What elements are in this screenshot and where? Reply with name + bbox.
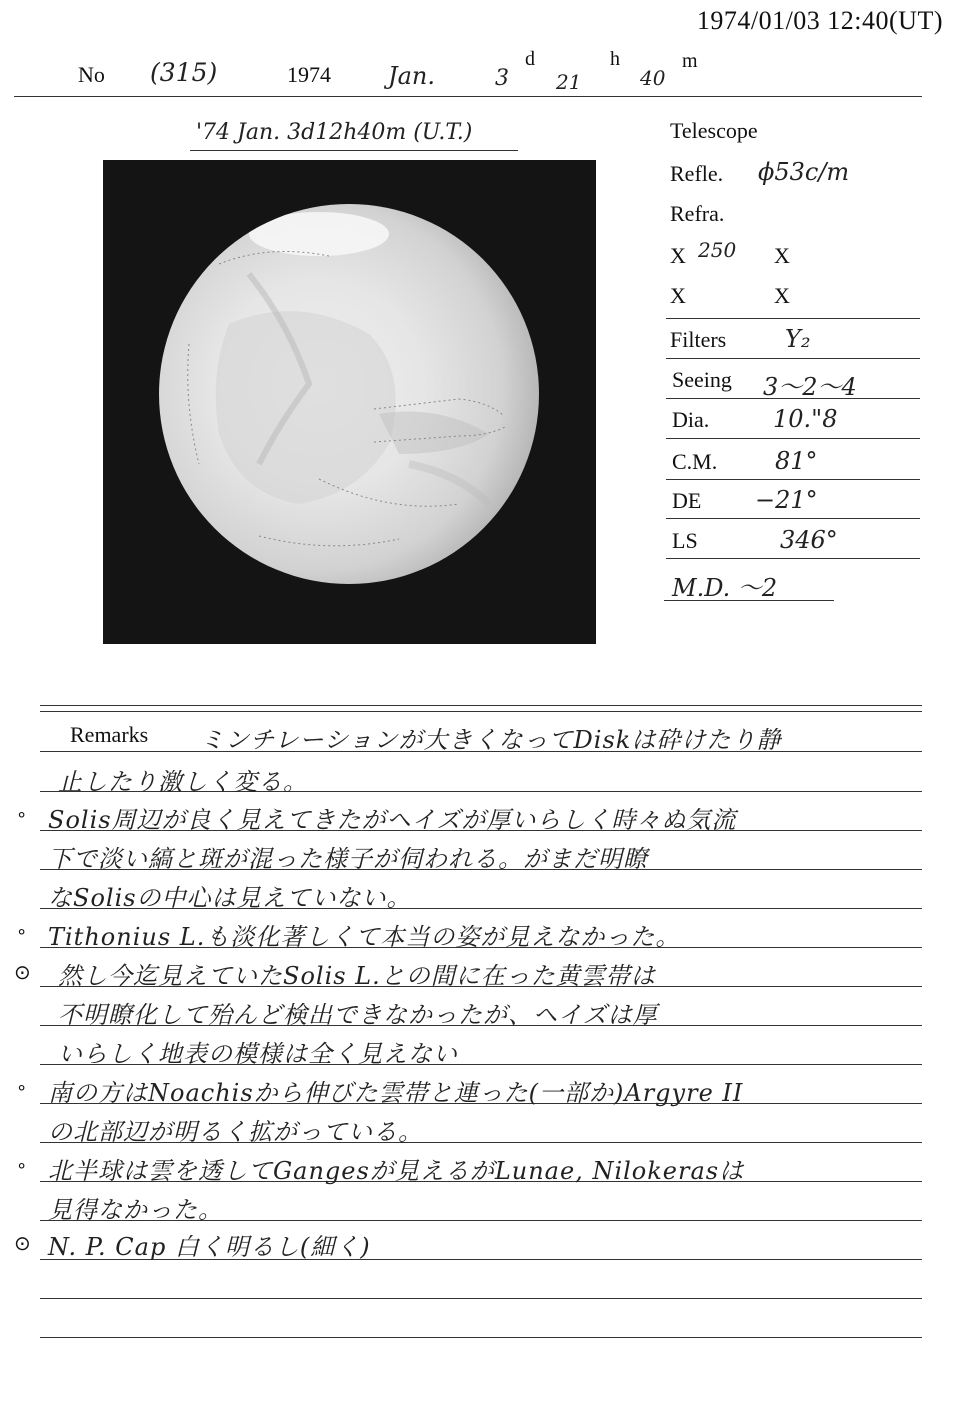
header-minute: 40 [640,66,666,90]
reflector-label: Refle. [670,161,724,186]
bullet-1: ∘ [16,804,28,824]
ls-value: 346° [780,526,838,554]
bullet-5: ∘ [16,1155,28,1175]
bullet-4: ∘ [16,1077,28,1097]
number-value: (315) [150,58,218,87]
seeing-label: Seeing [672,367,732,392]
diameter-label: Dia. [672,407,710,432]
magnification-x-right: X [774,243,790,268]
caption-underline [190,150,518,151]
remark-line-2: 止したり激しく変る。 [58,768,308,796]
magnification-x-left: X [670,243,686,268]
header-year: 1974 [287,62,331,87]
reflector-aperture: ϕ53c/m [758,158,850,186]
spec-rule-4 [666,438,920,439]
remark-line-14: N. P. Cap 白く明るし(細く) [48,1233,371,1261]
diameter-value: 10."8 [773,405,838,433]
number-label: No [78,62,105,87]
spec-rule-7 [666,558,920,559]
remark-line-12: 北半球は雲を透してGangesが見えるがLunae, Nilokerasは [48,1157,745,1185]
remark-line-8: 不明瞭化して殆んど検出できなかったが、ヘイズは厚 [58,1001,658,1029]
remark-line-9: いらしく地表の模様は全く見えない [58,1040,458,1068]
spec-rule-6 [666,518,920,519]
telescope-label: Telescope [670,118,758,143]
magnification-value: 250 [698,238,737,262]
header-rule [14,96,922,97]
remark-line-11: の北部辺が明るく拡がっている。 [48,1118,423,1146]
md-value: M.D. 〜2 [672,574,778,602]
remarks-label: Remarks [70,722,149,747]
remark-line-4: 下で淡い縞と斑が混った様子が伺われる。がまだ明瞭 [48,845,648,873]
spec-rule-2 [666,358,920,359]
remarks-top-rule-1 [40,705,922,706]
bullet-2: ∘ [16,921,28,941]
remark-line-3: Solis周辺が良く見えてきたがヘイズが厚いらしく時々ぬ気流 [48,806,737,834]
spec-rule-8 [664,600,834,601]
seeing-value: 3〜2〜4 [763,373,857,401]
observation-timestamp: 1974/01/03 12:40(UT) [696,6,943,35]
remark-line-6: Tithonius L.も淡化著しくて本当の姿が見えなかった。 [48,923,681,951]
spec-rule-3 [666,398,920,399]
header-day: 3 [495,66,509,91]
central-meridian-value: 81° [775,447,818,475]
drawing-ut-caption: '74 Jan. 3d12h40m (U.T.) [196,120,473,145]
remarks-rule-15 [40,1298,922,1299]
mars-disk-sketch [159,204,539,584]
header-hour: 21 [556,70,582,94]
magnification2-x-right: X [774,283,790,308]
hour-unit: h [610,48,620,70]
filters-label: Filters [670,327,727,352]
planet-drawing-panel [103,160,596,644]
de-value: −21° [755,486,818,514]
day-unit: d [525,48,535,70]
magnification2-x-left: X [670,283,686,308]
remark-line-10: 南の方はNoachisから伸びた雲帯と連った(一部か)Argyre II [48,1079,744,1107]
filters-value: Y₂ [785,325,811,353]
de-label: DE [672,488,702,513]
bullet-3: ⊙ [14,962,31,984]
bullet-6: ⊙ [14,1233,31,1255]
remark-line-5: なSolisの中心は見えていない。 [48,884,412,912]
central-meridian-label: C.M. [672,449,718,474]
remark-line-1: ミンチレーションが大きくなってDiskは砕けたり静 [200,726,782,754]
spec-rule-1 [666,318,920,319]
minute-unit: m [682,50,698,72]
disk-markings [159,204,539,584]
remarks-rule-16 [40,1337,922,1338]
refractor-label: Refra. [670,201,725,226]
header-month: Jan. [388,62,436,90]
remarks-top-rule-2 [40,711,922,712]
remark-line-7: 然し今迄見えていたSolis L.との間に在った黄雲帯は [58,962,656,990]
spec-rule-5 [666,479,920,480]
ls-label: LS [672,528,698,553]
remark-line-13: 見得なかった。 [48,1196,223,1224]
